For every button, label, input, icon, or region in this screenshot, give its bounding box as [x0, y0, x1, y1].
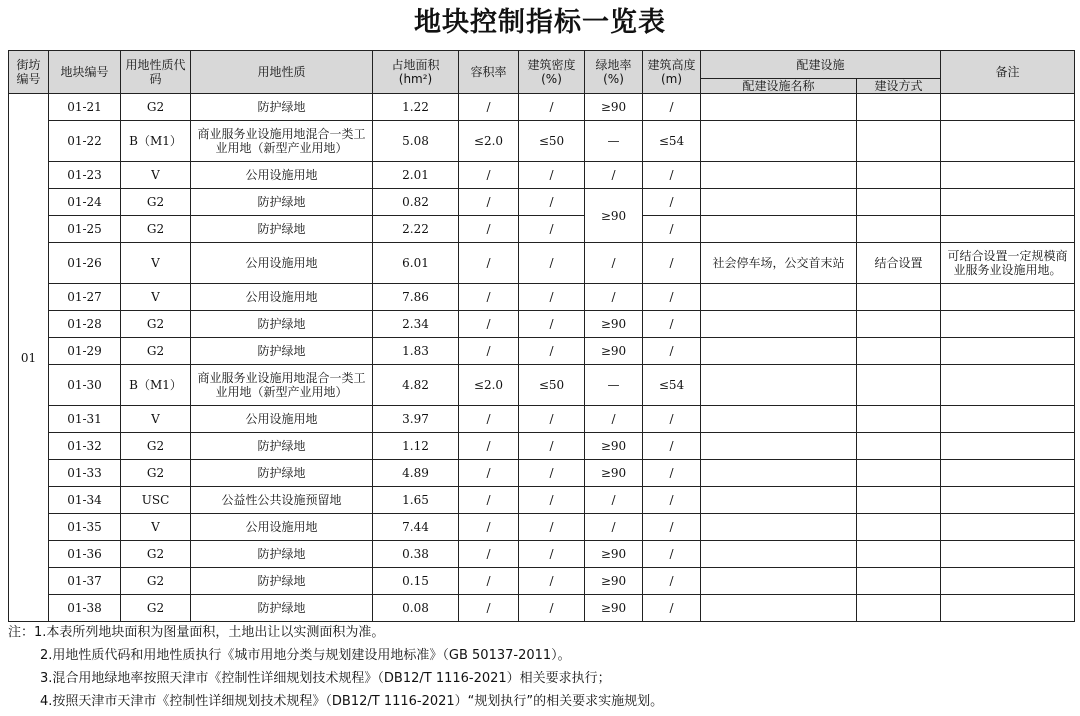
remark-cell: 可结合设置一定规模商业服务业设施用地。	[941, 243, 1075, 284]
far-cell: ≤2.0	[459, 121, 519, 162]
note-line: 4.按照天津市天津市《控制性详细规划技术规程》（DB12/T 1116-2021）“规划执行”的相关要求实施规划。	[40, 694, 664, 709]
note-line: 2.用地性质代码和用地性质执行《城市用地分类与规划建设用地标准》（GB 50137-2011）。	[40, 648, 571, 663]
land-code-cell: B（M1）	[121, 121, 191, 162]
header-facility-name: 配建设施名称	[701, 79, 857, 94]
facility-name-cell	[701, 189, 857, 216]
far-cell: /	[459, 311, 519, 338]
table-row	[9, 243, 1075, 284]
header-remark: 备注	[941, 51, 1075, 94]
green-cell: ≥90	[585, 311, 643, 338]
density-cell: /	[519, 595, 585, 622]
remark-cell	[941, 189, 1075, 216]
height-cell: /	[643, 460, 701, 487]
far-cell: /	[459, 406, 519, 433]
land-use-cell: 防护绿地	[191, 94, 373, 121]
height-cell: /	[643, 568, 701, 595]
land-use-cell: 公用设施用地	[191, 514, 373, 541]
facility-name-cell	[701, 514, 857, 541]
land-use-cell: 商业服务业设施用地混合一类工业用地（新型产业用地）	[191, 121, 373, 162]
table-row	[9, 568, 1075, 595]
facility-name-cell	[701, 365, 857, 406]
facility-name-cell	[701, 162, 857, 189]
area-cell: 7.86	[373, 284, 459, 311]
plot-no-cell: 01-29	[49, 338, 121, 365]
far-cell: /	[459, 595, 519, 622]
note-line: 注：1.本表所列地块面积为图量面积，土地出让以实测面积为准。	[8, 625, 385, 640]
area-cell: 3.97	[373, 406, 459, 433]
remark-cell	[941, 216, 1075, 243]
far-cell: /	[459, 541, 519, 568]
density-cell: /	[519, 568, 585, 595]
green-cell: ≥90	[585, 460, 643, 487]
land-code-cell: G2	[121, 338, 191, 365]
far-cell: /	[459, 487, 519, 514]
plot-no-cell: 01-24	[49, 189, 121, 216]
build-mode-cell	[857, 338, 941, 365]
remark-cell	[941, 311, 1075, 338]
area-cell: 0.15	[373, 568, 459, 595]
area-cell: 1.83	[373, 338, 459, 365]
build-mode-cell	[857, 365, 941, 406]
density-cell: /	[519, 487, 585, 514]
area-cell: 4.89	[373, 460, 459, 487]
build-mode-cell: 结合设置	[857, 243, 941, 284]
land-code-cell: B（M1）	[121, 365, 191, 406]
remark-cell	[941, 94, 1075, 121]
green-cell: /	[585, 243, 643, 284]
land-code-cell: G2	[121, 460, 191, 487]
remark-cell	[941, 595, 1075, 622]
height-cell: /	[643, 243, 701, 284]
green-cell: ≥90	[585, 568, 643, 595]
facility-name-cell	[701, 568, 857, 595]
land-code-cell: USC	[121, 487, 191, 514]
far-cell: /	[459, 243, 519, 284]
far-cell: /	[459, 338, 519, 365]
remark-cell	[941, 365, 1075, 406]
height-cell: /	[643, 311, 701, 338]
land-code-cell: V	[121, 284, 191, 311]
facility-name-cell	[701, 311, 857, 338]
far-cell: /	[459, 216, 519, 243]
green-cell: ≥90	[585, 94, 643, 121]
land-use-cell: 商业服务业设施用地混合一类工业用地（新型产业用地）	[191, 365, 373, 406]
density-cell: /	[519, 94, 585, 121]
build-mode-cell	[857, 189, 941, 216]
plot-no-cell: 01-35	[49, 514, 121, 541]
build-mode-cell	[857, 311, 941, 338]
block-no-cell: 01	[9, 94, 49, 622]
land-use-cell: 公用设施用地	[191, 243, 373, 284]
table-body	[9, 94, 1075, 622]
remark-cell	[941, 162, 1075, 189]
header-block-no: 街坊编号	[9, 51, 49, 94]
height-cell: /	[643, 541, 701, 568]
land-use-cell: 公益性公共设施预留地	[191, 487, 373, 514]
density-cell: /	[519, 216, 585, 243]
land-use-cell: 防护绿地	[191, 568, 373, 595]
plot-no-cell: 01-27	[49, 284, 121, 311]
table-row	[9, 595, 1075, 622]
land-use-cell: 防护绿地	[191, 433, 373, 460]
density-cell: /	[519, 284, 585, 311]
land-code-cell: G2	[121, 311, 191, 338]
green-cell: /	[585, 487, 643, 514]
header-density: 建筑密度(%)	[519, 51, 585, 94]
height-cell: /	[643, 338, 701, 365]
area-cell: 7.44	[373, 514, 459, 541]
density-cell: /	[519, 460, 585, 487]
green-cell: —	[585, 365, 643, 406]
area-cell: 2.22	[373, 216, 459, 243]
build-mode-cell	[857, 162, 941, 189]
facility-name-cell: 社会停车场，公交首末站	[701, 243, 857, 284]
green-cell: —	[585, 121, 643, 162]
plot-no-cell: 01-30	[49, 365, 121, 406]
plot-no-cell: 01-22	[49, 121, 121, 162]
build-mode-cell	[857, 284, 941, 311]
facility-name-cell	[701, 216, 857, 243]
build-mode-cell	[857, 541, 941, 568]
remark-cell	[941, 514, 1075, 541]
plot-no-cell: 01-26	[49, 243, 121, 284]
green-cell: ≥90	[585, 595, 643, 622]
table-row	[9, 460, 1075, 487]
area-cell: 2.34	[373, 311, 459, 338]
facility-name-cell	[701, 541, 857, 568]
green-cell: ≥90	[585, 338, 643, 365]
land-code-cell: V	[121, 162, 191, 189]
land-use-cell: 防护绿地	[191, 311, 373, 338]
build-mode-cell	[857, 595, 941, 622]
height-cell: /	[643, 189, 701, 216]
density-cell: /	[519, 311, 585, 338]
remark-cell	[941, 338, 1075, 365]
far-cell: /	[459, 284, 519, 311]
table-row	[9, 406, 1075, 433]
build-mode-cell	[857, 433, 941, 460]
far-cell: /	[459, 162, 519, 189]
land-use-cell: 公用设施用地	[191, 284, 373, 311]
build-mode-cell	[857, 568, 941, 595]
height-cell: /	[643, 433, 701, 460]
table-row	[9, 311, 1075, 338]
height-cell: ≤54	[643, 121, 701, 162]
density-cell: /	[519, 189, 585, 216]
area-cell: 0.38	[373, 541, 459, 568]
plot-no-cell: 01-31	[49, 406, 121, 433]
table-row	[9, 338, 1075, 365]
remark-cell	[941, 541, 1075, 568]
density-cell: /	[519, 162, 585, 189]
table-row	[9, 433, 1075, 460]
facility-name-cell	[701, 460, 857, 487]
land-code-cell: V	[121, 406, 191, 433]
land-use-cell: 防护绿地	[191, 189, 373, 216]
table-row	[9, 514, 1075, 541]
facility-name-cell	[701, 487, 857, 514]
facility-name-cell	[701, 433, 857, 460]
build-mode-cell	[857, 487, 941, 514]
remark-cell	[941, 568, 1075, 595]
land-code-cell: V	[121, 243, 191, 284]
control-index-table	[8, 50, 1075, 622]
height-cell: /	[643, 94, 701, 121]
build-mode-cell	[857, 460, 941, 487]
remark-cell	[941, 284, 1075, 311]
land-code-cell: V	[121, 514, 191, 541]
plot-no-cell: 01-33	[49, 460, 121, 487]
far-cell: /	[459, 94, 519, 121]
far-cell: /	[459, 514, 519, 541]
land-use-cell: 防护绿地	[191, 338, 373, 365]
height-cell: /	[643, 487, 701, 514]
area-cell: 2.01	[373, 162, 459, 189]
far-cell: /	[459, 189, 519, 216]
far-cell: /	[459, 460, 519, 487]
green-cell: ≥90	[585, 189, 643, 243]
land-code-cell: G2	[121, 216, 191, 243]
green-cell: /	[585, 406, 643, 433]
area-cell: 5.08	[373, 121, 459, 162]
table-row	[9, 162, 1075, 189]
density-cell: /	[519, 433, 585, 460]
build-mode-cell	[857, 121, 941, 162]
green-cell: /	[585, 284, 643, 311]
area-cell: 1.22	[373, 94, 459, 121]
land-code-cell: G2	[121, 189, 191, 216]
green-cell: ≥90	[585, 541, 643, 568]
plot-no-cell: 01-21	[49, 94, 121, 121]
height-cell: /	[643, 406, 701, 433]
facility-name-cell	[701, 284, 857, 311]
area-cell: 6.01	[373, 243, 459, 284]
build-mode-cell	[857, 94, 941, 121]
land-use-cell: 公用设施用地	[191, 406, 373, 433]
header-land-use: 用地性质	[191, 51, 373, 94]
height-cell: /	[643, 595, 701, 622]
facility-name-cell	[701, 338, 857, 365]
land-use-cell: 公用设施用地	[191, 162, 373, 189]
table-row	[9, 541, 1075, 568]
far-cell: /	[459, 568, 519, 595]
table-row	[9, 284, 1075, 311]
facility-name-cell	[701, 94, 857, 121]
remark-cell	[941, 406, 1075, 433]
far-cell: /	[459, 433, 519, 460]
density-cell: /	[519, 541, 585, 568]
header-area: 占地面积(hm²)	[373, 51, 459, 94]
land-code-cell: G2	[121, 595, 191, 622]
table-row	[9, 189, 1075, 216]
height-cell: /	[643, 514, 701, 541]
height-cell: /	[643, 216, 701, 243]
facility-name-cell	[701, 121, 857, 162]
build-mode-cell	[857, 216, 941, 243]
remark-cell	[941, 121, 1075, 162]
area-cell: 1.65	[373, 487, 459, 514]
land-use-cell: 防护绿地	[191, 460, 373, 487]
header-build-mode: 建设方式	[857, 79, 941, 94]
build-mode-cell	[857, 514, 941, 541]
header-facilities: 配建设施	[701, 51, 941, 79]
table-row	[9, 94, 1075, 121]
plot-no-cell: 01-36	[49, 541, 121, 568]
green-cell: /	[585, 162, 643, 189]
plot-no-cell: 01-32	[49, 433, 121, 460]
header-green: 绿地率(%)	[585, 51, 643, 94]
page-title: 地块控制指标一览表	[414, 7, 666, 38]
land-code-cell: G2	[121, 541, 191, 568]
plot-no-cell: 01-34	[49, 487, 121, 514]
green-cell: /	[585, 514, 643, 541]
land-use-cell: 防护绿地	[191, 595, 373, 622]
far-cell: ≤2.0	[459, 365, 519, 406]
table-row	[9, 365, 1075, 406]
facility-name-cell	[701, 406, 857, 433]
land-code-cell: G2	[121, 94, 191, 121]
density-cell: /	[519, 406, 585, 433]
height-cell: /	[643, 284, 701, 311]
table-row	[9, 487, 1075, 514]
header-height: 建筑高度(m)	[643, 51, 701, 94]
remark-cell	[941, 487, 1075, 514]
note-line: 3.混合用地绿地率按照天津市《控制性详细规划技术规程》（DB12/T 1116-2021）相关要求执行；	[40, 671, 611, 686]
remark-cell	[941, 433, 1075, 460]
plot-no-cell: 01-28	[49, 311, 121, 338]
header-plot-no: 地块编号	[49, 51, 121, 94]
area-cell: 0.82	[373, 189, 459, 216]
land-code-cell: G2	[121, 568, 191, 595]
density-cell: ≤50	[519, 365, 585, 406]
area-cell: 1.12	[373, 433, 459, 460]
remark-cell	[941, 460, 1075, 487]
land-use-cell: 防护绿地	[191, 541, 373, 568]
density-cell: ≤50	[519, 121, 585, 162]
area-cell: 0.08	[373, 595, 459, 622]
notes	[8, 621, 1074, 713]
table-row	[9, 121, 1075, 162]
density-cell: /	[519, 338, 585, 365]
header-land-code: 用地性质代码	[121, 51, 191, 94]
area-cell: 4.82	[373, 365, 459, 406]
plot-no-cell: 01-23	[49, 162, 121, 189]
header-far: 容积率	[459, 51, 519, 94]
density-cell: /	[519, 514, 585, 541]
plot-no-cell: 01-38	[49, 595, 121, 622]
plot-no-cell: 01-37	[49, 568, 121, 595]
green-cell: ≥90	[585, 433, 643, 460]
facility-name-cell	[701, 595, 857, 622]
height-cell: /	[643, 162, 701, 189]
height-cell: ≤54	[643, 365, 701, 406]
table-row	[9, 216, 1075, 243]
land-use-cell: 防护绿地	[191, 216, 373, 243]
build-mode-cell	[857, 406, 941, 433]
land-code-cell: G2	[121, 433, 191, 460]
density-cell: /	[519, 243, 585, 284]
plot-no-cell: 01-25	[49, 216, 121, 243]
